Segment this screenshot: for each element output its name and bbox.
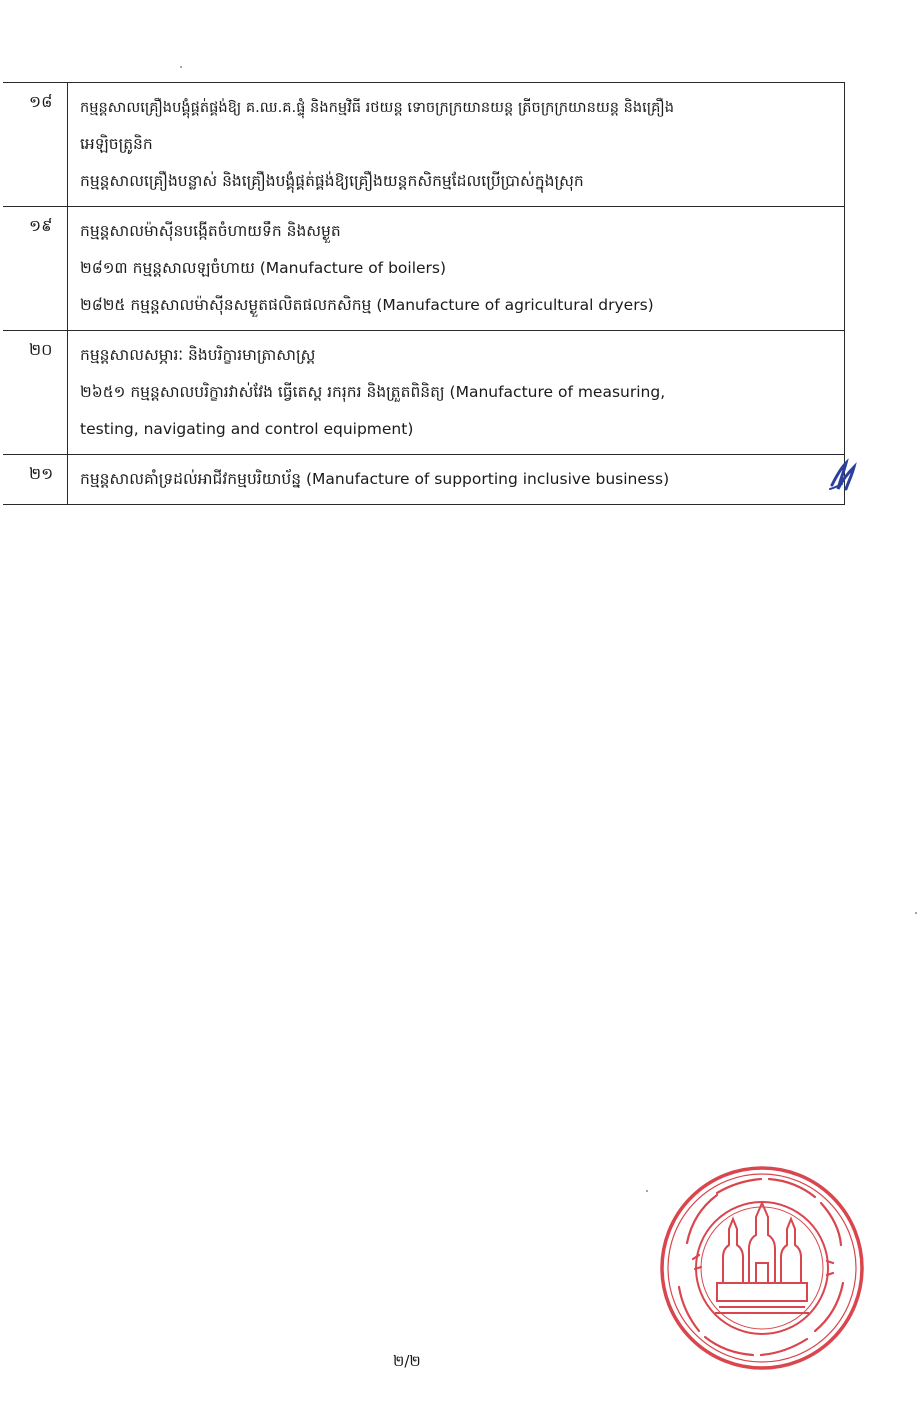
row-line: កម្មន្តសាលម៉ាស៊ីនបង្កើតចំហាយទឹក និងសម្ងួត xyxy=(80,222,341,240)
row-line: កម្មន្តសាលសម្ភារៈ និងបរិក្ខារមាត្រាសាស្ត្រ xyxy=(80,346,316,364)
table-row-20 xyxy=(3,330,844,454)
row-number: ២១ xyxy=(3,455,68,504)
table-row-21 xyxy=(3,454,844,504)
row-line: កម្មន្តសាលគ្រឿងបង្គុំផ្គត់ផ្គង់ឱ្យ គ.ឈ.គ.ផ្ទុំ និងកម្មវិធី រថយន្ត ទោចក្រក្រយានយន្ត ត្រីចក្រក្រយានយន្ត និងគ្រឿង xyxy=(80,99,675,116)
row-line: កម្មន្តសាលគាំទ្រដល់អាជីវកម្មបរិយាប័ន្ន (Manufacture of supporting inclusive business) xyxy=(80,470,670,488)
scan-speck xyxy=(646,1190,648,1192)
row-number: ១៩ xyxy=(3,207,68,330)
row-line: ២៨២៥ កម្មន្តសាលម៉ាស៊ីនសម្ងួតផលិតផលកសិកម្ម (Manufacture of agricultural dryers) xyxy=(80,296,654,314)
row-number: ១៨ xyxy=(3,83,68,206)
row-number: ២០ xyxy=(3,331,68,454)
activities-table xyxy=(3,82,845,505)
row-content xyxy=(68,207,844,330)
row-line: ២៨១៣ កម្មន្តសាលឡចំហាយ (Manufacture of boilers) xyxy=(80,259,447,277)
row-line: កម្មន្តសាលគ្រឿងបន្លាស់ និងគ្រឿងបង្គុំផ្គត់ផ្គង់ឱ្យគ្រឿងយន្តកសិកម្មដែលប្រើប្រាស់ក្នុងស្រុក xyxy=(80,172,584,190)
row-line: ២៦៥១ កម្មន្តសាលបរិក្ខារវាស់វែង ធ្វើតេស្ត រករុករ និងត្រួតពិនិត្យ (Manufacture of measuring, xyxy=(80,383,666,401)
table-row-19 xyxy=(3,206,844,330)
row-line: testing, navigating and control equipment) xyxy=(80,420,414,438)
row-content xyxy=(68,331,844,454)
page-number: ២/២ xyxy=(393,1352,421,1370)
scan-speck xyxy=(915,912,917,914)
signature-icon xyxy=(826,455,866,495)
row-line: អេឡិចត្រូនិក xyxy=(80,135,153,153)
scan-speck xyxy=(180,66,182,68)
official-seal-icon xyxy=(657,1163,867,1373)
row-content xyxy=(68,455,844,504)
table-row-18 xyxy=(3,83,844,206)
row-content xyxy=(68,83,844,206)
